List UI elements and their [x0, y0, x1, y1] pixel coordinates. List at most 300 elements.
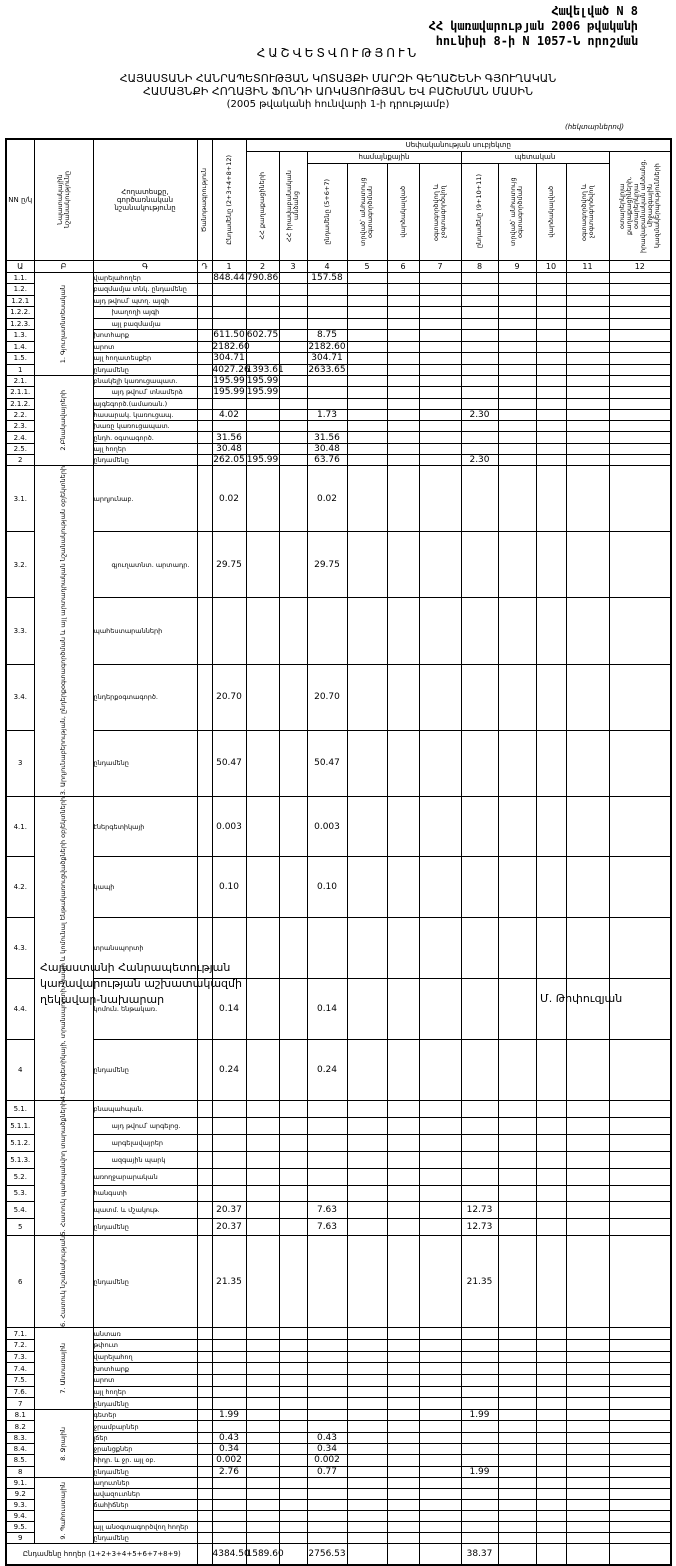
value-cell-col-7 — [419, 857, 461, 918]
row-number: 8.2 — [6, 1421, 34, 1432]
value-cell-col-10 — [536, 1488, 566, 1499]
value-cell-col-9 — [498, 1134, 536, 1151]
value-cell-col-3 — [279, 532, 307, 598]
value-cell-col-9 — [498, 421, 536, 432]
row-number: 1.4. — [6, 341, 34, 353]
note-cell — [197, 284, 212, 296]
row-number: 1.2. — [6, 284, 34, 296]
value-cell-col-9 — [498, 1432, 536, 1443]
land-fund-table — [5, 138, 672, 1566]
table-row — [6, 1040, 671, 1101]
land-type-label: ընդամենը — [93, 1398, 197, 1410]
value-cell-col-4: 2633.65 — [308, 364, 346, 375]
value-cell-col-7 — [419, 1117, 461, 1134]
value-cell-col-10 — [536, 918, 566, 979]
table-row — [6, 730, 671, 796]
value-cell-col-1 — [212, 1532, 246, 1543]
column-number: 2 — [246, 260, 279, 272]
value-cell-col-5 — [347, 1219, 387, 1236]
row-number: 5.1.2. — [6, 1134, 34, 1151]
note-cell — [197, 1236, 212, 1328]
section-label — [34, 796, 93, 1100]
value-cell-col-5 — [347, 1499, 387, 1510]
value-cell-col-8 — [461, 353, 498, 365]
note-cell — [197, 1455, 212, 1466]
value-cell-col-8 — [461, 443, 498, 454]
land-type-label: այլ անօգտագործվող հողեր — [93, 1521, 197, 1532]
value-cell-col-6 — [387, 1351, 419, 1363]
value-cell-col-5 — [347, 664, 387, 730]
value-cell-col-12 — [609, 664, 671, 730]
value-cell-col-8 — [461, 1151, 498, 1168]
value-cell-col-8 — [461, 421, 498, 432]
value-cell-col-7 — [419, 1386, 461, 1398]
column-number: Դ — [197, 260, 212, 272]
value-cell-col-3 — [279, 1219, 307, 1236]
header-c3: ՀՀ իրավաբանական անձանց — [279, 151, 307, 260]
value-cell-col-10 — [536, 1168, 566, 1185]
land-type-label: բազմամյա տնկ. ընդամենը — [93, 284, 197, 296]
value-cell-col-10 — [536, 796, 566, 857]
value-cell-col-8 — [461, 1100, 498, 1117]
row-number: 4 — [6, 1040, 34, 1101]
value-cell-col-4 — [307, 1168, 347, 1185]
value-cell-col-6 — [387, 1499, 419, 1510]
value-cell-col-10 — [536, 284, 566, 296]
land-type-label: այլ հողեր — [93, 443, 197, 454]
value-cell-col-8 — [461, 1340, 498, 1352]
value-cell-col-11 — [566, 1151, 609, 1168]
land-type-label: ընդամենը — [93, 1466, 197, 1477]
value-cell-col-3 — [279, 1398, 307, 1410]
value-cell-col-7 — [419, 376, 461, 387]
value-cell-col-11 — [566, 398, 609, 409]
value-cell-col-11 — [566, 1521, 609, 1532]
row-number: 2.1. — [6, 376, 34, 387]
value-cell-col-10 — [536, 1477, 566, 1488]
value-cell-col-11 — [566, 857, 609, 918]
value-cell-col-3 — [279, 1363, 307, 1375]
value-cell-col-2 — [246, 1134, 279, 1151]
note-cell — [197, 409, 212, 420]
value-cell-col-3 — [279, 857, 307, 918]
table-row — [6, 1444, 671, 1455]
value-cell-col-4: 29.75 — [307, 532, 347, 598]
value-cell-col-5 — [347, 364, 387, 376]
table-row — [6, 1532, 671, 1543]
value-cell-col-10 — [536, 1432, 566, 1443]
value-cell-col-4: 157.58 — [307, 272, 347, 284]
value-cell-col-9 — [498, 341, 536, 353]
value-cell-col-7 — [419, 295, 461, 307]
value-cell-col-1 — [212, 1421, 246, 1432]
value-cell-col-5 — [347, 398, 387, 409]
value-cell-col-1: 20.70 — [212, 664, 246, 730]
value-cell-col-10 — [536, 398, 566, 409]
value-cell-col-7 — [419, 1444, 461, 1455]
table-row — [6, 664, 671, 730]
value-cell-col-9 — [498, 1351, 536, 1363]
note-cell — [197, 1100, 212, 1117]
value-cell-col-10 — [536, 1410, 566, 1421]
value-cell-col-5 — [347, 1185, 387, 1202]
section-label — [34, 272, 93, 376]
value-cell-col-6 — [387, 387, 419, 398]
value-cell-col-7 — [419, 1363, 461, 1375]
column-number: Գ — [93, 260, 197, 272]
land-type-label: լճեր — [93, 1432, 197, 1443]
value-cell-col-5 — [347, 1386, 387, 1398]
value-cell-col-5 — [347, 353, 387, 365]
section-label-text: 4.Էներգետիկայի, տրանսպորտի, կապի և կոմունալ ենթակառուցվածքների օբյեկտների — [59, 796, 67, 1100]
value-cell-col-12 — [609, 1421, 671, 1432]
value-cell-col-4 — [307, 284, 347, 296]
value-cell-col-4 — [307, 1351, 347, 1363]
value-cell-col-12 — [609, 466, 671, 532]
value-cell-col-2 — [246, 1410, 279, 1421]
value-cell-col-6 — [387, 1421, 419, 1432]
value-cell-col-3 — [279, 307, 307, 319]
value-cell-col-10 — [536, 1375, 566, 1387]
value-cell-col-5 — [347, 409, 387, 420]
value-cell-col-11 — [566, 1219, 609, 1236]
value-cell-col-9 — [498, 466, 536, 532]
value-cell-col-8 — [461, 1363, 498, 1375]
value-cell-col-8 — [461, 1421, 498, 1432]
value-cell-col-11 — [566, 307, 609, 319]
value-cell-col-9 — [498, 455, 536, 466]
value-cell-col-2 — [246, 1351, 279, 1363]
value-cell-col-1 — [212, 1117, 246, 1134]
value-cell-col-2 — [246, 318, 279, 330]
value-cell-col-7 — [419, 409, 461, 420]
value-cell-col-12 — [609, 284, 671, 296]
land-type-label: այգեգործ.(ամառան.) — [93, 398, 197, 409]
value-cell-col-6 — [387, 1328, 419, 1340]
value-cell-col-2 — [246, 918, 279, 979]
land-type-label: ջրանցքներ — [93, 1444, 197, 1455]
row-number: 7.1. — [6, 1328, 34, 1340]
total-value-col-5 — [347, 1543, 387, 1565]
value-cell-col-7 — [419, 1521, 461, 1532]
row-number: 1 — [6, 364, 34, 376]
value-cell-col-9 — [498, 796, 536, 857]
subtitle-line2: ՀԱՄԱՅՆՔԻ ՀՈՂԱՅԻՆ ՖՈՆԴԻ ԱՌԿԱՅՈՒԹՅԱՆ ԵՎ ԲԱՇԽՄԱՆ ՄԱՍԻՆ — [142, 85, 533, 98]
table-row — [6, 532, 671, 598]
value-cell-col-11 — [566, 1202, 609, 1219]
value-cell-col-12 — [609, 1444, 671, 1455]
value-cell-col-10 — [536, 272, 566, 284]
value-cell-col-6 — [387, 664, 419, 730]
value-cell-col-6 — [387, 1151, 419, 1168]
value-cell-col-4 — [307, 1386, 347, 1398]
value-cell-col-8 — [461, 307, 498, 319]
value-cell-col-9 — [498, 1236, 536, 1328]
value-cell-col-8: 2.30 — [461, 409, 498, 420]
value-cell-col-12 — [609, 796, 671, 857]
value-cell-col-6 — [387, 307, 419, 319]
value-cell-col-5 — [347, 387, 387, 398]
value-cell-col-9 — [498, 1521, 536, 1532]
value-cell-col-3 — [279, 455, 307, 466]
value-cell-col-1: 848.44 — [213, 272, 245, 283]
value-cell-col-3 — [279, 1185, 307, 1202]
value-cell-col-12 — [609, 341, 671, 353]
note-cell — [197, 353, 212, 365]
value-cell-col-3 — [279, 284, 307, 296]
value-cell-col-6 — [387, 466, 419, 532]
value-cell-col-3 — [279, 432, 307, 443]
value-cell-col-10 — [536, 1510, 566, 1521]
value-cell-col-6 — [387, 1455, 419, 1466]
value-cell-col-11 — [566, 1168, 609, 1185]
value-cell-col-6 — [387, 1375, 419, 1387]
value-cell-col-3 — [279, 1432, 307, 1443]
value-cell-col-7 — [419, 1236, 461, 1328]
value-cell-col-9 — [498, 1455, 536, 1466]
value-cell-col-7 — [419, 1477, 461, 1488]
value-cell-col-6 — [387, 1532, 419, 1543]
value-cell-col-6 — [387, 532, 419, 598]
signatory-line1: Հայաստանի Հանրապետության — [40, 961, 231, 974]
value-cell-col-2 — [246, 307, 279, 319]
column-number: 11 — [566, 260, 609, 272]
value-cell-col-9 — [498, 1340, 536, 1352]
value-cell-col-10 — [536, 1351, 566, 1363]
value-cell-col-3 — [279, 353, 307, 365]
value-cell-col-7 — [419, 387, 461, 398]
column-number: 9 — [498, 260, 536, 272]
value-cell-col-5 — [347, 796, 387, 857]
value-cell-col-5 — [347, 1340, 387, 1352]
value-cell-col-1: 29.75 — [212, 532, 246, 598]
value-cell-col-12 — [609, 364, 671, 376]
table-row — [6, 284, 671, 296]
value-cell-col-10 — [536, 466, 566, 532]
note-cell — [197, 1151, 212, 1168]
value-cell-col-11 — [566, 1532, 609, 1543]
value-cell-col-5 — [347, 1363, 387, 1375]
value-cell-col-2 — [246, 432, 279, 443]
header-c10: վարձակալված — [536, 163, 566, 260]
value-cell-col-6 — [387, 421, 419, 432]
value-cell-col-5 — [347, 1117, 387, 1134]
value-cell-col-2 — [246, 1386, 279, 1398]
value-cell-col-3 — [279, 295, 307, 307]
value-cell-col-12 — [609, 1202, 671, 1219]
value-cell-col-11 — [566, 455, 609, 466]
value-cell-col-3 — [279, 1151, 307, 1168]
row-number: 3.1. — [6, 466, 34, 532]
value-cell-col-2 — [246, 796, 279, 857]
land-type-label: ընդամենը — [93, 364, 197, 376]
section-label — [34, 1100, 93, 1235]
land-type-label: գետեր — [93, 1410, 197, 1421]
value-cell-col-3 — [279, 398, 307, 409]
table-row — [6, 796, 671, 857]
column-number: 6 — [387, 260, 419, 272]
total-value-col-1: 4384.50 — [212, 1543, 246, 1565]
land-type-label: վարելահող — [93, 1351, 197, 1363]
value-cell-col-11 — [566, 1488, 609, 1499]
value-cell-col-10 — [536, 341, 566, 353]
value-cell-col-1: 195.99 — [213, 376, 245, 387]
value-cell-col-2: 790.86 — [246, 272, 279, 283]
value-cell-col-12 — [609, 1168, 671, 1185]
document-subtitle — [0, 72, 676, 111]
value-cell-col-12 — [609, 1466, 671, 1477]
header-c7: օգտագործվող և չօգտագործվող — [419, 163, 461, 260]
value-cell-col-3 — [279, 341, 307, 353]
value-cell-col-11 — [566, 1117, 609, 1134]
value-cell-col-12 — [609, 1100, 671, 1117]
table-row — [6, 1466, 671, 1477]
total-value-col-11 — [566, 1543, 609, 1565]
value-cell-col-1: 304.71 — [213, 353, 245, 364]
value-cell-col-7 — [419, 1375, 461, 1387]
value-cell-col-11 — [566, 1398, 609, 1410]
value-cell-col-11 — [566, 432, 609, 443]
value-cell-col-2 — [246, 295, 279, 307]
value-cell-col-4 — [307, 1410, 347, 1421]
value-cell-col-2 — [246, 1236, 279, 1328]
value-cell-col-5 — [347, 1398, 387, 1410]
value-cell-col-9 — [498, 318, 536, 330]
value-cell-col-9 — [498, 918, 536, 979]
value-cell-col-12 — [609, 598, 671, 664]
note-cell — [197, 318, 212, 330]
value-cell-col-2 — [246, 1488, 279, 1499]
value-cell-col-12 — [609, 376, 671, 387]
value-cell-col-6 — [387, 295, 419, 307]
value-cell-col-5 — [347, 1477, 387, 1488]
value-cell-col-11 — [566, 796, 609, 857]
value-cell-col-1: 4027.26 — [212, 364, 250, 375]
value-cell-col-5 — [347, 330, 387, 342]
value-cell-col-10 — [536, 664, 566, 730]
row-number: 8.5. — [6, 1455, 34, 1466]
value-cell-col-5 — [347, 421, 387, 432]
land-type-label: պատմ. և մշակութ. — [93, 1202, 197, 1219]
note-cell — [197, 1444, 212, 1455]
note-cell — [197, 443, 212, 454]
value-cell-col-1 — [212, 1351, 246, 1363]
value-cell-col-4 — [307, 376, 347, 387]
note-cell — [197, 1488, 212, 1499]
total-value-col-7 — [419, 1543, 461, 1565]
value-cell-col-10 — [536, 1100, 566, 1117]
land-type-label: հիդր. և ջր. այլ օբ. — [93, 1455, 197, 1466]
value-cell-col-6 — [387, 1219, 419, 1236]
value-cell-col-4 — [307, 1488, 347, 1499]
value-cell-col-7 — [419, 421, 461, 432]
value-cell-col-8 — [461, 532, 498, 598]
value-cell-col-2: 1393.61 — [246, 364, 284, 375]
value-cell-col-7 — [419, 443, 461, 454]
value-cell-col-10 — [536, 455, 566, 466]
land-type-label: այդ թվում՝ արգելոց. — [93, 1117, 197, 1134]
value-cell-col-3 — [279, 1410, 307, 1421]
value-cell-col-3 — [279, 979, 307, 1040]
land-type-label: անտառ — [93, 1328, 197, 1340]
value-cell-col-9 — [498, 1477, 536, 1488]
land-type-label: հանգստի — [93, 1185, 197, 1202]
land-type-label: ընդամենը — [93, 1219, 197, 1236]
value-cell-col-1: 0.14 — [212, 979, 246, 1040]
value-cell-col-5 — [347, 1328, 387, 1340]
value-cell-col-2 — [246, 857, 279, 918]
value-cell-col-8 — [461, 398, 498, 409]
value-cell-col-5 — [347, 1510, 387, 1521]
value-cell-col-7 — [419, 1455, 461, 1466]
land-type-label: բնակելի կառուցապատ. — [93, 376, 197, 387]
land-type-label: արդյունաբ. — [93, 466, 197, 532]
value-cell-col-5 — [347, 466, 387, 532]
land-type-label: աղուտներ — [93, 1477, 197, 1488]
value-cell-col-2 — [246, 664, 279, 730]
value-cell-col-12 — [609, 1134, 671, 1151]
table-row — [6, 1117, 671, 1134]
value-cell-col-4 — [307, 318, 347, 330]
value-cell-col-10 — [536, 1117, 566, 1134]
land-type-label: ընդամենը — [93, 730, 197, 796]
value-cell-col-6 — [387, 979, 419, 1040]
table-row — [6, 466, 671, 532]
value-cell-col-9 — [498, 398, 536, 409]
value-cell-col-1: 2.76 — [212, 1466, 246, 1477]
value-cell-col-2 — [246, 1532, 279, 1543]
value-cell-col-10 — [536, 1444, 566, 1455]
value-cell-col-1: 21.35 — [212, 1236, 246, 1328]
section-label — [34, 1236, 93, 1328]
column-number: 12 — [609, 260, 671, 272]
value-cell-col-5 — [347, 1532, 387, 1543]
value-cell-col-9 — [498, 330, 536, 342]
value-cell-col-8 — [461, 1386, 498, 1398]
value-cell-col-11 — [566, 1432, 609, 1443]
table-row — [6, 455, 671, 466]
section-label — [34, 376, 93, 466]
value-cell-col-7 — [419, 272, 461, 284]
value-cell-col-9 — [498, 1499, 536, 1510]
value-cell-col-12 — [609, 1328, 671, 1340]
value-cell-col-2 — [246, 466, 279, 532]
note-cell — [197, 1410, 212, 1421]
value-cell-col-7 — [419, 1432, 461, 1443]
value-cell-col-4 — [307, 918, 347, 979]
value-cell-col-5 — [347, 1151, 387, 1168]
value-cell-col-4 — [307, 1477, 347, 1488]
value-cell-col-4 — [307, 398, 347, 409]
row-number: 5 — [6, 1219, 34, 1236]
note-cell — [197, 1340, 212, 1352]
value-cell-col-10 — [536, 1398, 566, 1410]
value-cell-col-11 — [566, 1100, 609, 1117]
value-cell-col-9 — [498, 1386, 536, 1398]
land-type-label: այլ հողեր — [93, 1386, 197, 1398]
value-cell-col-7 — [419, 1421, 461, 1432]
value-cell-col-4 — [307, 1134, 347, 1151]
value-cell-col-10 — [536, 1236, 566, 1328]
value-cell-col-11 — [566, 1455, 609, 1466]
value-cell-col-9 — [498, 1532, 536, 1543]
table-row — [6, 1477, 671, 1488]
value-cell-col-12 — [609, 1386, 671, 1398]
value-cell-col-10 — [536, 443, 566, 454]
value-cell-col-9 — [498, 664, 536, 730]
value-cell-col-12 — [609, 432, 671, 443]
row-number: 3.4. — [6, 664, 34, 730]
